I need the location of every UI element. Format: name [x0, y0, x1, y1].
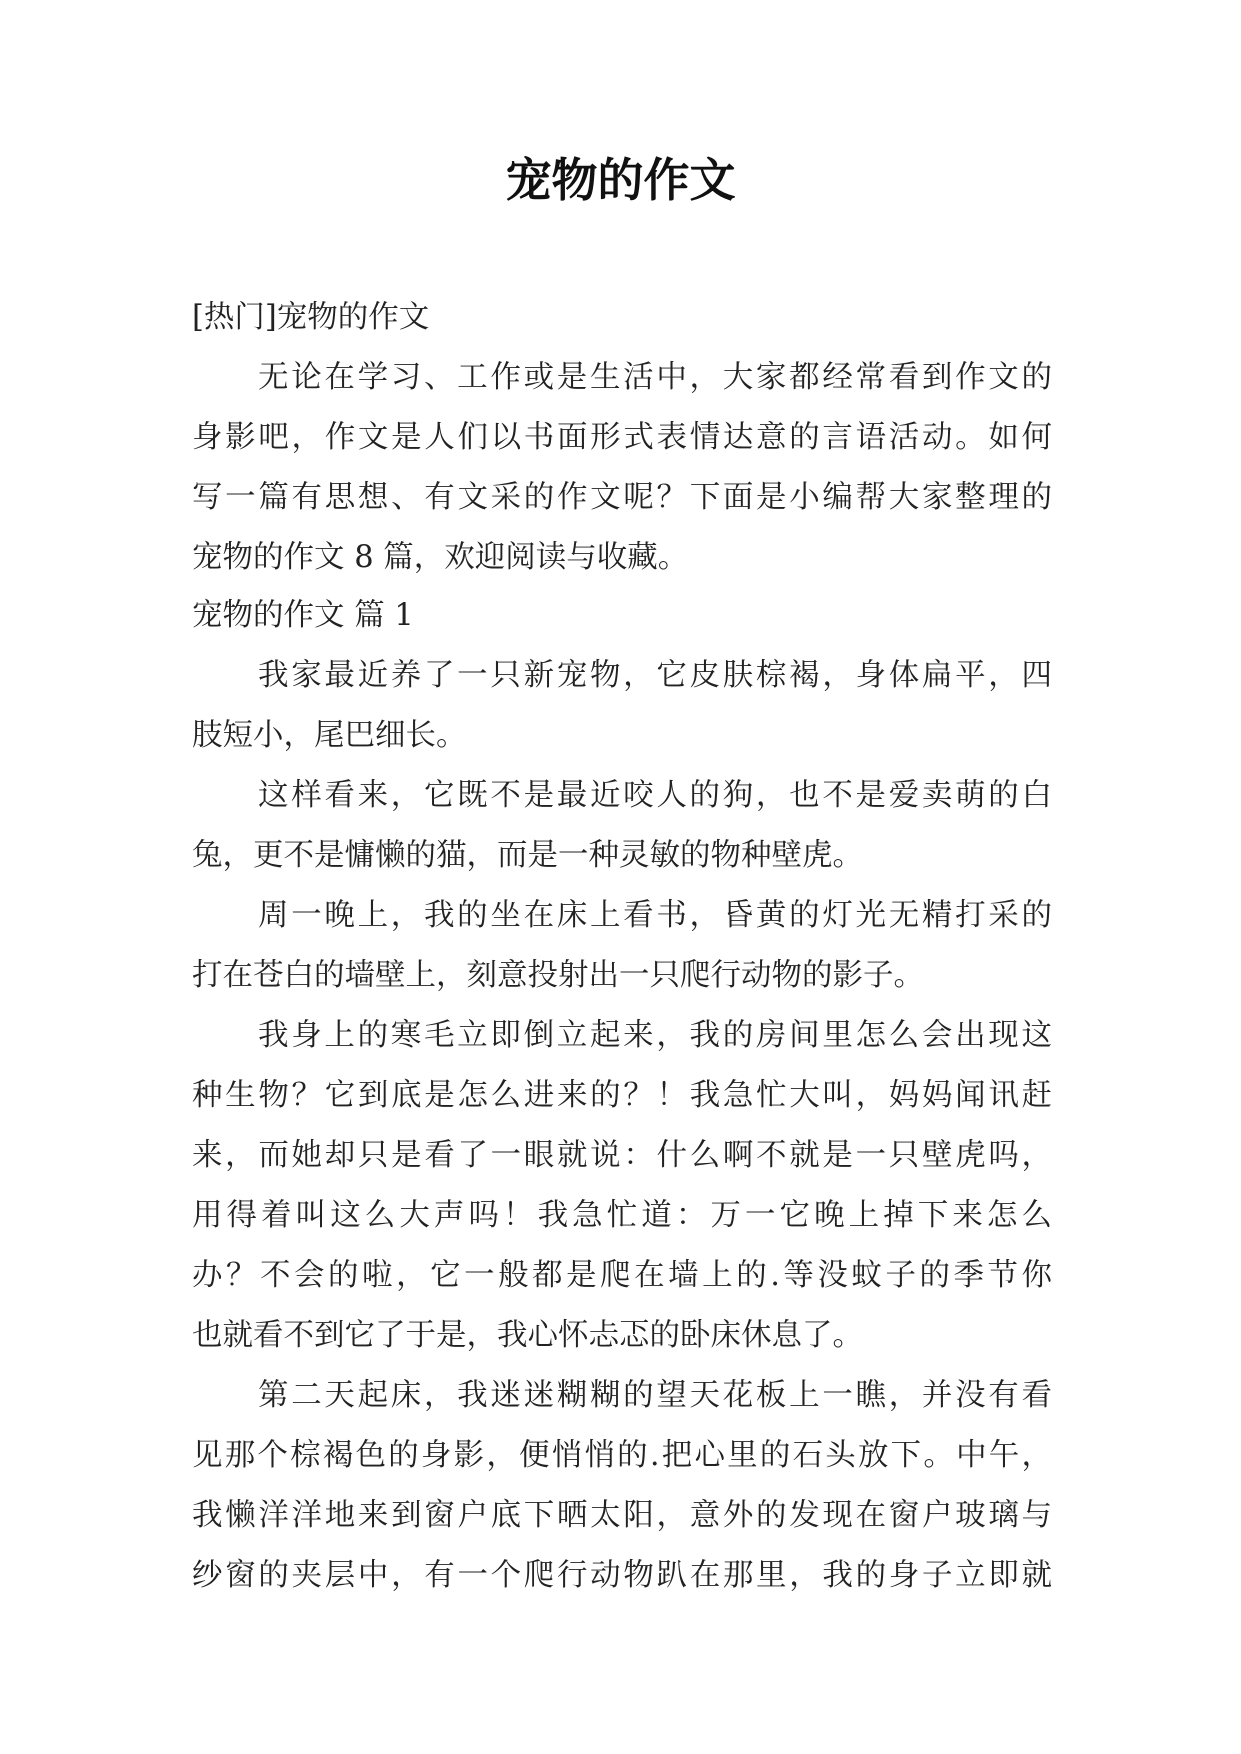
paragraph-line: 种生物？它到底是怎么进来的？！我急忙大叫，妈妈闻讯赶 — [192, 1078, 1052, 1113]
paragraph-line: 无论在学习、工作或是生活中，大家都经常看到作文的 — [258, 360, 1052, 395]
paragraph-line: 写一篇有思想、有文采的作文呢？下面是小编帮大家整理的 — [192, 480, 1052, 515]
paragraph-line: 来，而她却只是看了一眼就说：什么啊不就是一只壁虎吗， — [192, 1138, 1052, 1173]
document-title: 宠物的作文 — [505, 153, 736, 207]
paragraph-line: 周一晚上，我的坐在床上看书，昏黄的灯光无精打采的 — [258, 898, 1052, 933]
paragraph-line: 办？不会的啦，它一般都是爬在墙上的.等没蚊子的季节你 — [192, 1258, 1052, 1293]
paragraph-line: 身影吧，作文是人们以书面形式表情达意的言语活动。如何 — [192, 420, 1052, 455]
article-heading: 宠物的作文 篇 1 — [192, 598, 414, 633]
paragraph-line: 打在苍白的墙壁上，刻意投射出一只爬行动物的影子。 — [192, 958, 924, 993]
section-heading: [热门]宠物的作文 — [192, 300, 430, 335]
paragraph-line: 也就看不到它了于是，我心怀忐忑的卧床休息了。 — [192, 1318, 863, 1353]
paragraph-line: 兔，更不是慵懒的猫，而是一种灵敏的物种壁虎。 — [192, 838, 863, 873]
paragraph-line: 我身上的寒毛立即倒立起来，我的房间里怎么会出现这 — [258, 1018, 1052, 1053]
paragraph-line: 宠物的作文 8 篇，欢迎阅读与收藏。 — [192, 540, 689, 575]
paragraph-line: 第二天起床，我迷迷糊糊的望天花板上一瞧，并没有看 — [258, 1378, 1052, 1413]
paragraph-line: 我懒洋洋地来到窗户底下晒太阳，意外的发现在窗户玻璃与 — [192, 1498, 1052, 1533]
paragraph-line: 用得着叫这么大声吗！我急忙道：万一它晚上掉下来怎么 — [192, 1198, 1052, 1233]
paragraph-line: 我家最近养了一只新宠物，它皮肤棕褐，身体扁平，四 — [258, 658, 1052, 693]
paragraph-line: 这样看来，它既不是最近咬人的狗，也不是爱卖萌的白 — [258, 778, 1052, 813]
paragraph-line: 肢短小，尾巴细长。 — [192, 718, 467, 753]
paragraph-line: 纱窗的夹层中，有一个爬行动物趴在那里，我的身子立即就 — [192, 1558, 1052, 1593]
paragraph-line: 见那个棕褐色的身影，便悄悄的.把心里的石头放下。中午， — [192, 1438, 1052, 1473]
